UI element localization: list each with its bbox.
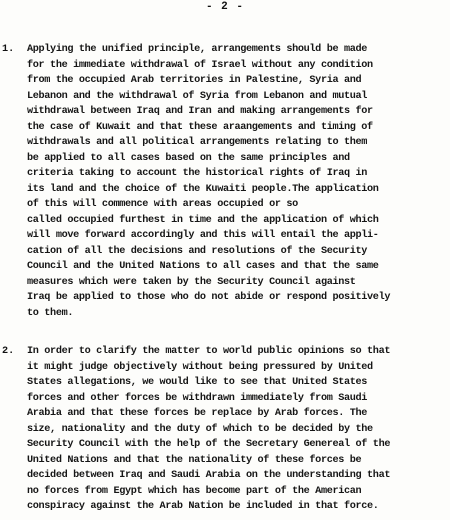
text-line: criteria taking to account the historical rights of Iraq in	[27, 168, 368, 179]
text-line: In order to clarify the matter to world public opinions so that	[27, 346, 391, 357]
text-line: withdrawal between Iraq and Iran and making arrangements for	[27, 106, 373, 117]
text-line: of this will commence with areas occupied or so	[27, 199, 298, 210]
text-line: called occupied furthest in time and the application of which	[27, 214, 379, 226]
text-line: cation of all the decisions and resolutions of the Security	[27, 245, 368, 257]
text-line: forces and other forces be withdrawn immediately from Saudi	[27, 392, 368, 404]
text-line: Council and the United Nations to all cases and that the same	[27, 261, 379, 272]
text-line: to them.	[27, 307, 74, 319]
text-line: States allegations, we would like to see that United States	[27, 377, 368, 388]
text-line: Lebanon and the withdrawal of Syria from Lebanon and mutual	[27, 90, 368, 102]
text-line: will move forward accordingly and this will entail the appli-	[27, 230, 379, 241]
text-line: decided between Iraq and Saudi Arabia on the understanding that	[27, 470, 391, 481]
text-line: measures which were taken by the Security Council against	[27, 276, 356, 288]
text-line: be applied to all cases based on the same principles and	[27, 152, 350, 164]
text-line: United Nations and that the nationality of these forces be	[27, 454, 362, 466]
text-line: withdrawals and all political arrangements relating to them	[27, 137, 368, 148]
text-line: Security Council with the help of the Secretary Genereal of the	[27, 439, 391, 450]
text-line: size, nationality and the duty of which to be decided by the	[27, 423, 373, 435]
page-number: - 2 -	[205, 1, 244, 13]
text-line: no forces from Egypt which has become part of the American	[27, 485, 362, 497]
text-line: Arabia and that these forces be replace by Arab forces. The	[27, 408, 368, 419]
paragraph-number: 2.	[2, 346, 15, 357]
text-line: the case of Kuwait and that these araangements and timing of	[27, 121, 373, 133]
text-line: it might judge objectively without being pressured by United	[27, 361, 373, 373]
text-line: its land and the choice of the Kuwaiti people.The application	[27, 183, 379, 195]
paragraph-number: 1.	[2, 44, 15, 55]
text-line: Iraq be applied to those who do not abide or respond positively	[27, 292, 391, 303]
text-line: for the immediate withdrawal of Israel without any condition	[27, 59, 373, 71]
text-line: from the occupied Arab territories in Palestine, Syria and	[27, 75, 362, 86]
text-line: conspiracy against the Arab Nation be included in that force.	[27, 501, 379, 512]
text-line: Applying the unified principle, arrangements should be made	[27, 44, 368, 55]
